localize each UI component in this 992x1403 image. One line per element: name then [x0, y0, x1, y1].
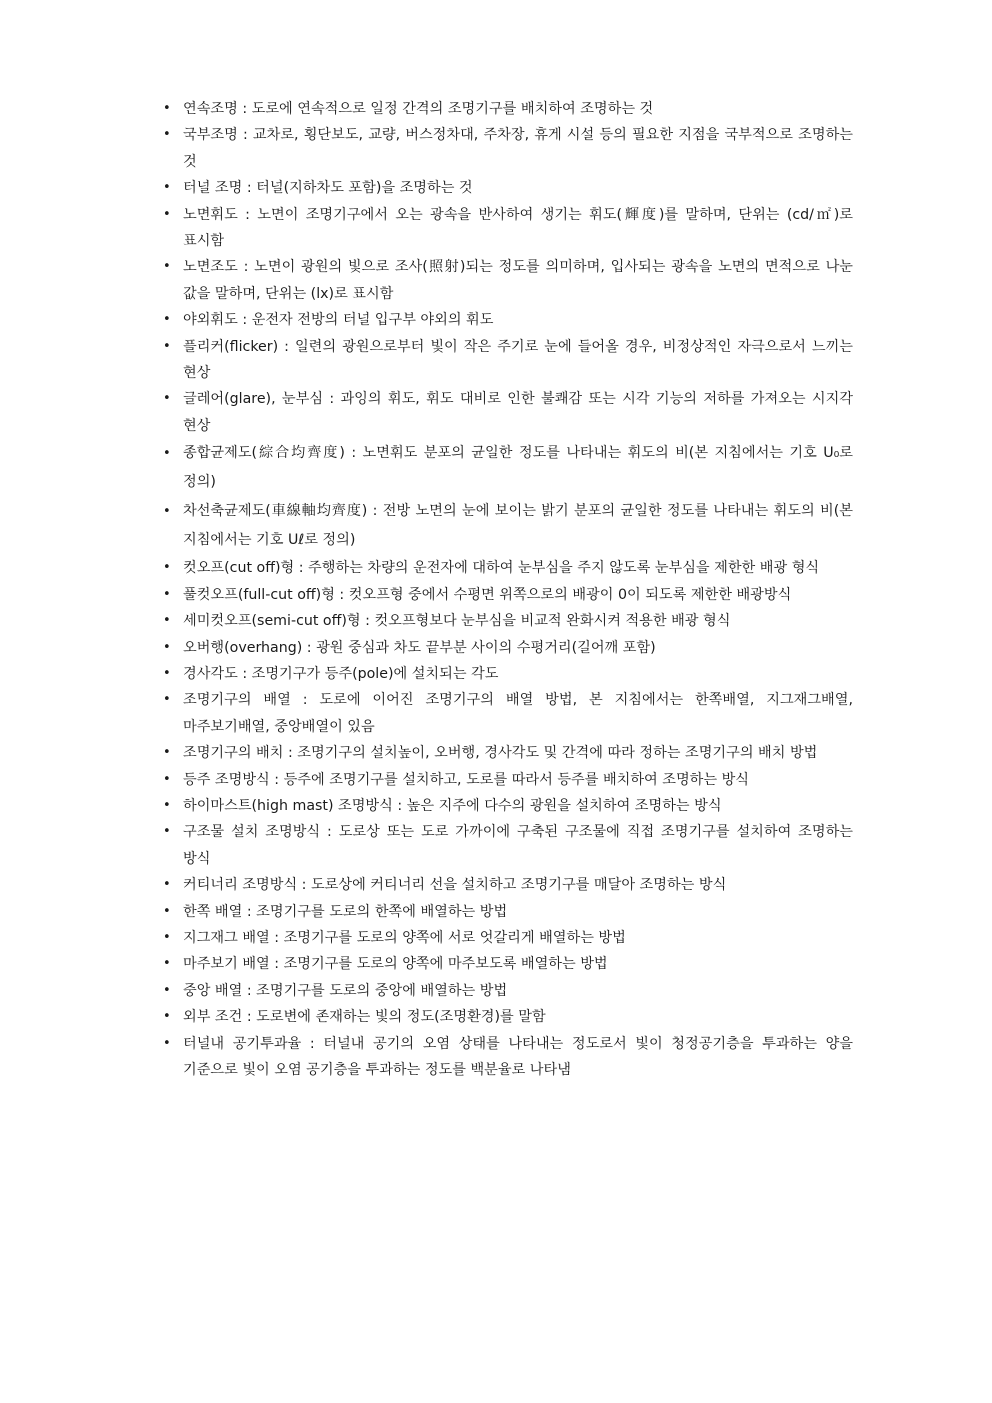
- definition-item: [163, 96, 853, 122]
- definition-description: 도로변에 존재하는 빛의 정도(조명환경)를 말함: [256, 1009, 546, 1026]
- definition-description: 노면휘도 분포의 균일한 정도를 나타내는 휘도의 비(본 지침에서는 기호 U₀로 정의): [183, 445, 858, 491]
- definition-term: 종합균제도(綜合均齊度): [183, 445, 345, 462]
- definition-separator: :: [294, 560, 309, 577]
- definition-item: [163, 608, 853, 634]
- definition-item: [163, 687, 858, 740]
- definition-separator: :: [360, 613, 375, 630]
- definition-item: [163, 439, 858, 497]
- definition-term: 노면휘도: [183, 206, 238, 223]
- bullet-icon: •: [163, 180, 171, 196]
- definition-item: [163, 740, 853, 766]
- bullet-icon: •: [163, 929, 171, 945]
- definition-item: [163, 555, 853, 581]
- definition-description: 주행하는 차량의 운전자에 대하여 눈부심을 주지 않도록 눈부심을 제한한 배광 형식: [308, 560, 820, 577]
- definition-description: 교차로, 횡단보도, 교량, 버스정차대, 주차장, 휴게 시설 등의 필요한 지점을 국부적으로 조명하는 것: [183, 127, 858, 170]
- definition-description: 조명기구를 도로의 양쪽에 마주보도록 배열하는 방법: [283, 956, 608, 973]
- definition-term: 플리커(flicker): [183, 338, 279, 355]
- definition-separator: :: [334, 586, 349, 603]
- definition-term: 중앙 배열: [183, 982, 243, 999]
- bullet-icon: •: [163, 1035, 171, 1051]
- bullet-icon: •: [163, 1009, 171, 1025]
- definition-item: [163, 386, 858, 439]
- definition-item: [163, 951, 853, 977]
- bullet-icon: •: [163, 446, 171, 462]
- definition-item: [163, 307, 853, 333]
- definition-description: 조명기구를 도로의 한쪽에 배열하는 방법: [256, 903, 508, 920]
- definition-description: 노면이 조명기구에서 오는 광속을 반사하여 생기는 휘도(輝度)를 말하며, 단위는 (cd/㎡)로 표시함: [183, 206, 858, 250]
- bullet-icon: •: [163, 613, 171, 629]
- definition-item: [163, 334, 858, 387]
- definition-description: 조명기구를 도로의 중앙에 배열하는 방법: [256, 982, 508, 999]
- definition-separator: :: [297, 877, 311, 894]
- bullet-icon: •: [163, 504, 171, 520]
- definition-separator: :: [242, 180, 257, 197]
- definition-description: 조명기구를 도로의 양쪽에 서로 엇갈리게 배열하는 방법: [283, 929, 626, 946]
- definition-term: 야외휘도: [183, 312, 238, 329]
- definition-description: 조명기구의 설치높이, 오버행, 경사각도 및 간격에 따라 정하는 조명기구의 배치 방법: [297, 745, 818, 762]
- definition-description: 운전자 전방의 터널 입구부 야외의 휘도: [251, 312, 494, 329]
- definition-description: 컷오프형 중에서 수평면 위쪽으로의 배광이 0이 되도록 제한한 배광방식: [348, 586, 792, 603]
- definition-term: 마주보기 배열: [183, 956, 270, 973]
- bullet-icon: •: [163, 877, 171, 893]
- definition-separator: :: [367, 503, 383, 520]
- definition-item: [163, 661, 853, 687]
- definition-item: [163, 1004, 853, 1030]
- definition-separator: :: [320, 824, 339, 841]
- definition-item: [163, 202, 858, 255]
- definition-term: 한쪽 배열: [183, 903, 243, 920]
- definition-term: 터널 조명: [183, 180, 243, 197]
- definition-separator: :: [269, 956, 284, 973]
- definition-term: 컷오프(cut off)형: [183, 560, 295, 577]
- definition-term: 오버행(overhang): [183, 639, 303, 656]
- bullet-icon: •: [163, 338, 171, 354]
- definition-separator: :: [242, 903, 257, 920]
- definition-description: 전방 노면의 눈에 보이는 밝기 분포의 균일한 정도를 나타내는 휘도의 비(본 지침에서는 기호 Uℓ로 정의): [183, 503, 858, 549]
- bullet-icon: •: [163, 692, 171, 708]
- bullet-icon: •: [163, 391, 171, 407]
- definition-list: [163, 96, 858, 1083]
- definition-separator: :: [283, 745, 298, 762]
- definition-term: 등주 조명방식: [183, 771, 270, 788]
- definition-description: 일련의 광원으로부터 빛이 작은 주기로 눈에 들어올 경우, 비정상적인 자극으로서 느끼는 현상: [183, 338, 858, 382]
- definition-item: [163, 793, 853, 819]
- definition-separator: :: [301, 1035, 324, 1052]
- bullet-icon: •: [163, 797, 171, 813]
- definition-term: 세미컷오프(semi-cut off)형: [183, 613, 361, 630]
- definition-separator: :: [237, 665, 252, 682]
- definition-item: [163, 254, 858, 307]
- definition-term: 하이마스트(high mast) 조명방식: [183, 797, 393, 814]
- definition-separator: :: [237, 206, 258, 223]
- definition-term: 풀컷오프(full-cut off)형: [183, 586, 335, 603]
- bullet-icon: •: [163, 639, 171, 655]
- definition-item: [163, 872, 853, 898]
- definition-term: 터널내 공기투과율: [183, 1035, 302, 1052]
- definition-separator: :: [323, 391, 341, 408]
- definition-item: [163, 175, 853, 201]
- definition-description: 터널내 공기의 오염 상태를 나타내는 정도로서 빛이 청정공기층을 투과하는 양을 기준으로 빛이 오염 공기층을 투과하는 정도를 백분율로 나타냄: [183, 1035, 858, 1078]
- definition-term: 외부 조건: [183, 1009, 243, 1026]
- definition-item: [163, 767, 853, 793]
- definition-description: 과잉의 휘도, 휘도 대비로 인한 불쾌감 또는 시각 기능의 저하를 가져오는 시지각 현상: [183, 391, 858, 434]
- definition-separator: :: [237, 101, 252, 117]
- definition-term: 조명기구의 배열: [183, 692, 291, 709]
- bullet-icon: •: [163, 824, 171, 840]
- definition-term: 노면조도: [183, 259, 238, 276]
- definition-separator: :: [242, 982, 257, 999]
- definition-term: 연속조명: [183, 101, 238, 117]
- definition-description: 도로상에 커티너리 선을 설치하고 조명기구를 매달아 조명하는 방식: [310, 877, 727, 894]
- bullet-icon: •: [163, 982, 171, 998]
- definition-term: 구조물 설치 조명방식: [183, 824, 321, 841]
- definition-description: 도로상 또는 도로 가까이에 구축된 구조물에 직접 조명기구를 설치하여 조명하는 방식: [183, 824, 858, 867]
- definition-term: 국부조명: [183, 127, 238, 144]
- bullet-icon: •: [163, 127, 171, 143]
- definition-term: 지그재그 배열: [183, 929, 270, 946]
- definition-separator: :: [302, 639, 317, 656]
- bullet-icon: •: [163, 586, 171, 602]
- definition-separator: :: [237, 259, 255, 276]
- definition-separator: :: [237, 127, 253, 144]
- definition-separator: :: [278, 338, 295, 355]
- definition-description: 광원 중심과 차도 끝부분 사이의 수평거리(길어깨 포함): [316, 639, 656, 656]
- definition-description: 등주에 조명기구를 설치하고, 도로를 따라서 등주를 배치하여 조명하는 방식: [283, 771, 750, 788]
- definition-term: 글레어(glare), 눈부심: [183, 391, 324, 408]
- definition-term: 차선축균제도(車線軸均齊度): [183, 503, 368, 520]
- definition-separator: :: [392, 797, 407, 814]
- definition-term: 조명기구의 배치: [183, 745, 284, 762]
- definition-item: [163, 582, 853, 608]
- bullet-icon: •: [163, 312, 171, 328]
- definition-separator: :: [269, 929, 284, 946]
- definition-term: 경사각도: [183, 665, 238, 682]
- definition-item: [163, 497, 858, 555]
- definition-description: 도로에 이어진 조명기구의 배열 방법, 본 지침에서는 한쪽배열, 지그재그배열, 마주보기배열, 중앙배열이 있음: [183, 692, 858, 735]
- definition-separator: :: [290, 692, 320, 709]
- definition-separator: :: [269, 771, 284, 788]
- definition-item: [163, 925, 853, 951]
- definition-description: 조명기구가 등주(pole)에 설치되는 각도: [251, 665, 499, 682]
- bullet-icon: •: [163, 745, 171, 761]
- definition-item: [163, 899, 853, 925]
- definition-description: 도로에 연속적으로 일정 간격의 조명기구를 배치하여 조명하는 것: [251, 101, 654, 117]
- bullet-icon: •: [163, 560, 171, 576]
- definition-separator: :: [242, 1009, 257, 1026]
- definition-item: [163, 122, 858, 175]
- bullet-icon: •: [163, 903, 171, 919]
- bullet-icon: •: [163, 771, 171, 787]
- bullet-icon: •: [163, 259, 171, 275]
- definition-description: 터널(지하차도 포함)을 조명하는 것: [256, 180, 473, 197]
- definition-item: [163, 819, 858, 872]
- definition-description: 높은 지주에 다수의 광원을 설치하여 조명하는 방식: [406, 797, 722, 814]
- definition-item: [163, 978, 853, 1004]
- definition-separator: :: [344, 445, 363, 462]
- definition-term: 커티너리 조명방식: [183, 877, 298, 894]
- definition-description: 컷오프형보다 눈부심을 비교적 완화시켜 적용한 배광 형식: [374, 613, 731, 630]
- definition-item: [163, 635, 853, 661]
- bullet-icon: •: [163, 206, 171, 222]
- bullet-icon: •: [163, 665, 171, 681]
- definition-separator: :: [237, 312, 252, 329]
- bullet-icon: •: [163, 956, 171, 972]
- definition-item: [163, 1031, 858, 1084]
- bullet-icon: •: [163, 101, 171, 116]
- definition-description: 노면이 광원의 빛으로 조사(照射)되는 정도를 의미하며, 입사되는 광속을 노면의 면적으로 나눈 값을 말하며, 단위는 (lx)로 표시함: [183, 259, 858, 302]
